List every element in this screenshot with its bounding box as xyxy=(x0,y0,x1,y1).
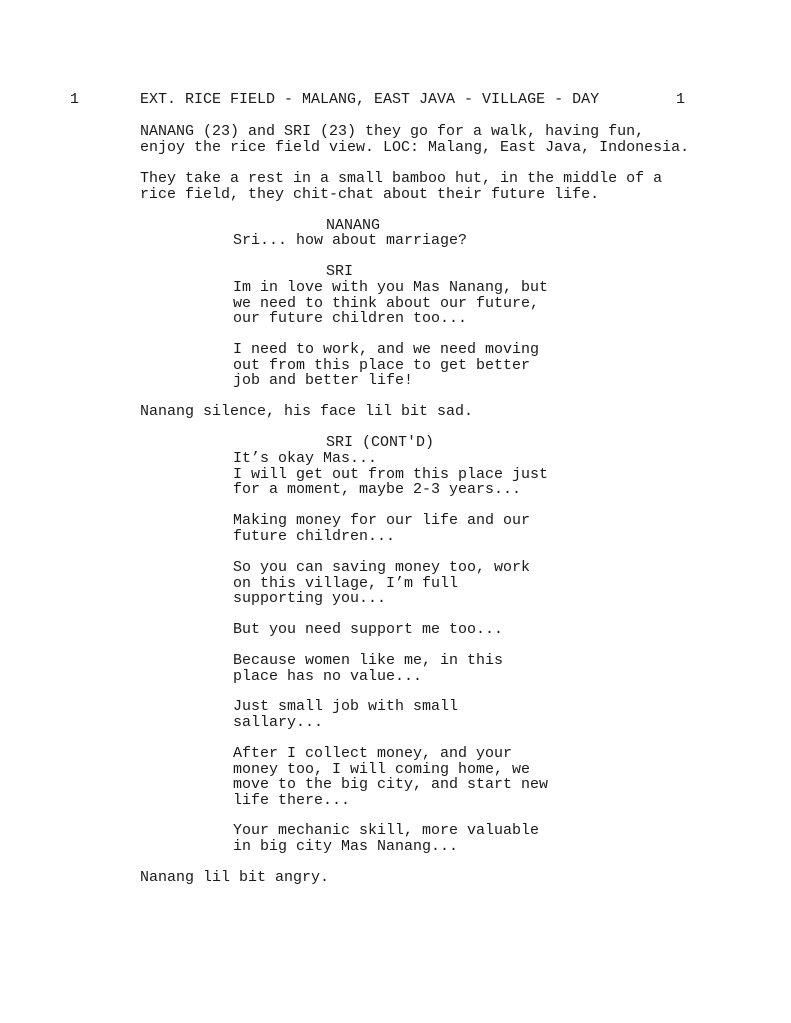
dialogue-sri-okay: It’s okay Mas... I will get out from this place just for a moment, maybe 2-3 years... xyxy=(233,450,549,499)
dialogue-nanang-marriage: Sri... how about marriage? xyxy=(233,232,468,249)
character-nanang: NANANG xyxy=(326,217,381,234)
action-rest: They take a rest in a small bamboo hut, in the middle of a rice field, they chit-chat about their future life. xyxy=(140,170,663,203)
dialogue-sri-making-money: Making money for our life and our future children... xyxy=(233,512,531,545)
scene-heading: EXT. RICE FIELD - MALANG, EAST JAVA - VILLAGE - DAY xyxy=(140,91,600,108)
scene-number-left: 1 xyxy=(70,91,80,108)
dialogue-sri-saving: So you can saving money too, work on this village, I’m full supporting you... xyxy=(233,559,531,608)
character-sri-contd: SRI (CONT'D) xyxy=(326,434,435,451)
dialogue-sri-small-job: Just small job with small sallary... xyxy=(233,698,459,731)
dialogue-sri-love: Im in love with you Mas Nanang, but we need to think about our future, our future children too... xyxy=(233,279,549,328)
action-nanang-silence: Nanang silence, his face lil bit sad. xyxy=(140,403,474,420)
action-nanang-angry: Nanang lil bit angry. xyxy=(140,869,330,886)
action-intro: NANANG (23) and SRI (23) they go for a walk, having fun, enjoy the rice field view. LOC: Malang, East Java, Indonesia. xyxy=(140,123,690,156)
dialogue-sri-support: But you need support me too... xyxy=(233,621,504,638)
character-sri: SRI xyxy=(326,263,354,280)
scene-number-right: 1 xyxy=(676,91,686,108)
dialogue-sri-work: I need to work, and we need moving out from this place to get better job and better life! xyxy=(233,341,540,390)
dialogue-sri-collect: After I collect money, and your money too, I will coming home, we move to the big city, and start new life there... xyxy=(233,745,549,809)
dialogue-sri-women: Because women like me, in this place has no value... xyxy=(233,652,504,685)
dialogue-sri-mechanic: Your mechanic skill, more valuable in big city Mas Nanang... xyxy=(233,822,540,855)
